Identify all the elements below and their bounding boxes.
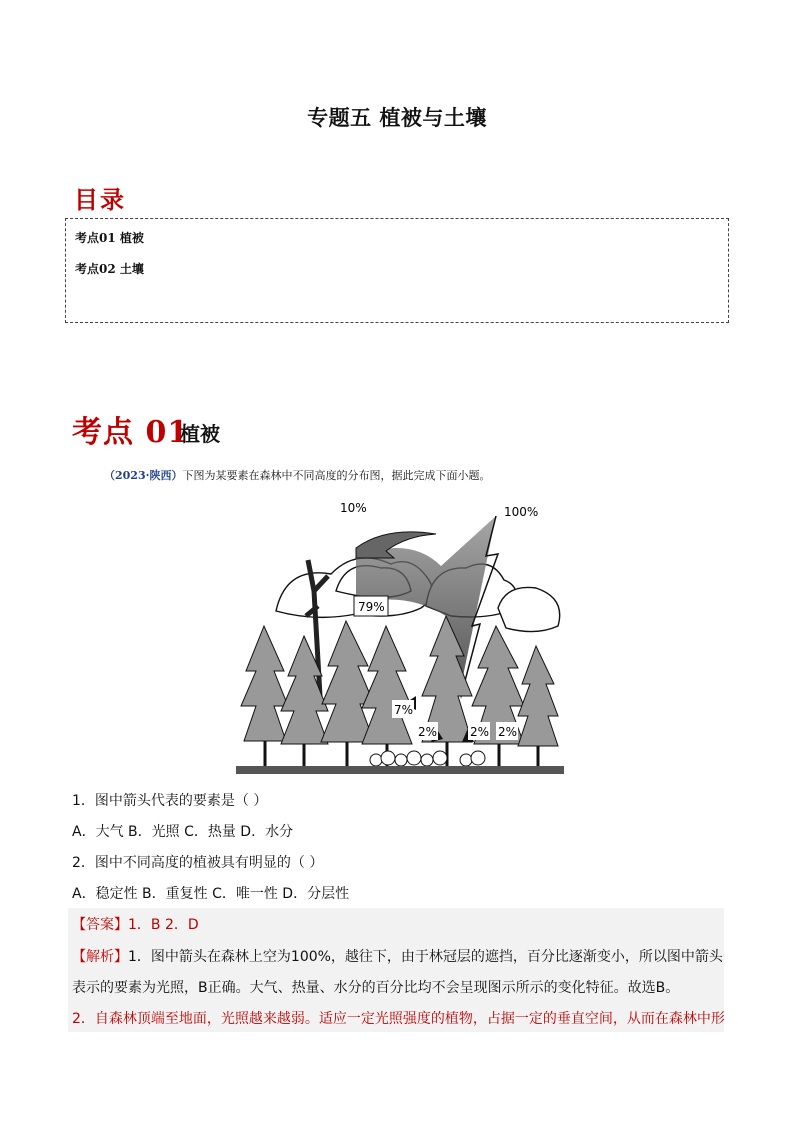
answer-label: 【答案】 bbox=[72, 917, 128, 933]
question-2-stem: 2．图中不同高度的植被具有明显的（ ） bbox=[72, 855, 324, 871]
section-number: 考点 01 bbox=[72, 415, 190, 450]
analysis-line-3: 2．自森林顶端至地面，光照越来越弱。适应一定光照强度的植物，占据一定的垂直空间，从而在森林中形 bbox=[72, 1011, 725, 1027]
question-2-options: A．稳定性 B．重复性 C．唯一性 D．分层性 bbox=[72, 886, 350, 902]
question-1-options: A．大气 B．光照 C．热量 D．水分 bbox=[72, 824, 294, 840]
analysis-line-1 bbox=[72, 946, 723, 966]
question-source bbox=[104, 467, 490, 483]
source-text: 下图为某要素在森林中不同高度的分布图，据此完成下面小题。 bbox=[182, 469, 491, 482]
analysis-line-2: 表示的要素为光照，B正确。大气、热量、水分的百分比均不会呈现图示所示的变化特征。故选B。 bbox=[72, 980, 680, 996]
forest-light-figure bbox=[236, 496, 564, 778]
label-top-left: 10% bbox=[340, 501, 367, 515]
ground bbox=[236, 766, 564, 774]
label-top-right: 100% bbox=[504, 505, 539, 519]
label-mid: 7% bbox=[394, 703, 414, 717]
label-low-mid: 2% bbox=[470, 725, 490, 739]
source-tag: （2023·陕西） bbox=[104, 469, 183, 482]
answer-text: 1．B 2．D bbox=[128, 917, 199, 933]
label-low-right: 2% bbox=[498, 725, 518, 739]
analysis-text-1: 1．图中箭头在森林上空为100%，越往下，由于林冠层的遮挡，百分比逐渐变小，所以图中箭头 bbox=[128, 949, 723, 965]
answer-line bbox=[72, 914, 199, 934]
shrubs bbox=[370, 751, 485, 766]
question-1-stem: 1．图中箭头代表的要素是（ ） bbox=[72, 793, 268, 809]
toc-item-vegetation[interactable]: 考点01 植被 bbox=[75, 231, 144, 245]
label-low-left: 2% bbox=[418, 725, 438, 739]
analysis-label: 【解析】 bbox=[72, 949, 128, 965]
section-name: 植被 bbox=[180, 422, 220, 446]
toc-item-soil[interactable]: 考点02 土壤 bbox=[75, 262, 144, 276]
label-canopy: 79% bbox=[358, 600, 385, 614]
document-title: 专题五 植被与土壤 bbox=[307, 106, 487, 130]
toc-heading: 目录 bbox=[74, 185, 126, 214]
table-of-contents bbox=[65, 218, 729, 323]
